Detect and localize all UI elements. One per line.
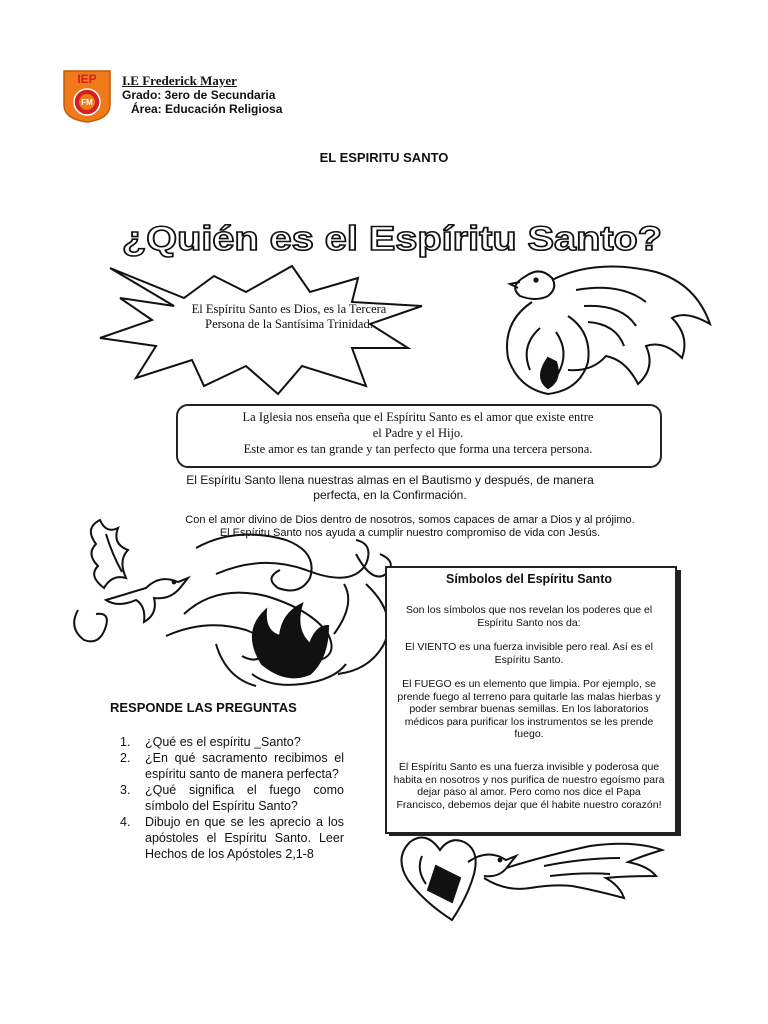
symbol-fire: El FUEGO es un elemento que limpia. Por ejemplo, se prende fuego al terreno para quitarle las malas hierbas y poder sembrar buenas semillas. En los laboratorios médicos para purificar los instrumentos se les prende fuego. [397, 678, 661, 740]
question-number: 1. [120, 735, 131, 749]
question-item [120, 734, 344, 750]
question-text: Dibujo en que se les aprecio a los apóstoles el Espíritu Santo. Leer Hechos de los Apóstoles 2,1-8 [145, 815, 344, 861]
grade-label: Grado: 3ero de Secundaria [122, 88, 276, 102]
question-item [120, 750, 344, 782]
logo-text: IEP [77, 72, 97, 86]
baptism-text-line: El Espíritu Santo llena nuestras almas en el Bautismo y después, de manera [186, 473, 594, 487]
worksheet-title [120, 218, 665, 258]
baptism-text [130, 473, 650, 503]
love-text-line: Con el amor divino de Dios dentro de nosotros, somos capaces de amar a Dios y al prójimo. [185, 514, 635, 526]
love-text-line: El Espíritu Santo nos ayuda a cumplir nuestro compromiso de vida con Jesús. [219, 527, 601, 539]
heart-with-dove-illustration [394, 826, 666, 926]
question-text: ¿Qué es el espíritu _Santo? [145, 735, 301, 749]
question-number: 4. [120, 815, 131, 829]
school-logo [62, 69, 112, 123]
symbol-force: El Espíritu Santo es una fuerza invisible y poderosa que habita en nosotros y nos purifica de nuestro egoísmo para dejar paso al amor. Pero como nos dice el Papa Francisco, debemos dejar que él habite nuestro corazón! [393, 761, 665, 811]
symbols-title: Símbolos del Espíritu Santo [446, 572, 612, 586]
question-number: 3. [120, 783, 131, 797]
question-item [120, 814, 344, 862]
worksheet-title-text: ¿Quién es el Espíritu Santo? [122, 220, 662, 258]
church-teaching-text [180, 409, 656, 457]
church-text-line: La Iglesia nos enseña que el Espíritu Santo es el amor que existe entre [242, 410, 594, 424]
document-title: EL ESPIRITU SANTO [319, 150, 449, 165]
area-label: Área: Educación Religiosa [131, 102, 283, 116]
symbols-intro: Son los símbolos que nos revelan los poderes que el Espíritu Santo nos da: [405, 604, 653, 629]
question-text: ¿En qué sacramento recibimos el espíritu santo de manera perfecta? [145, 751, 344, 781]
question-text: ¿Qué significa el fuego como símbolo del Espíritu Santo? [145, 783, 344, 813]
question-number: 2. [120, 751, 131, 765]
questions-heading: RESPONDE LAS PREGUNTAS [110, 700, 297, 715]
dove-with-fire-illustration [496, 262, 716, 402]
church-text-line: el Padre y el Hijo. [372, 426, 464, 440]
burst-text: El Espíritu Santo es Dios, es la Tercera Persona de la Santísima Trinidad. [191, 302, 387, 331]
logo-badge: FM [81, 98, 93, 107]
question-item [120, 782, 344, 814]
questions-list [120, 734, 344, 862]
church-text-line: Este amor es tan grande y tan perfecto que forma una tercera persona. [243, 442, 593, 456]
baptism-text-line: perfecta, en la Confirmación. [313, 488, 467, 502]
symbol-wind: El VIENTO es una fuerza invisible pero real. Así es el Espíritu Santo. [405, 641, 653, 666]
school-name: I.E Frederick Mayer [122, 73, 237, 88]
